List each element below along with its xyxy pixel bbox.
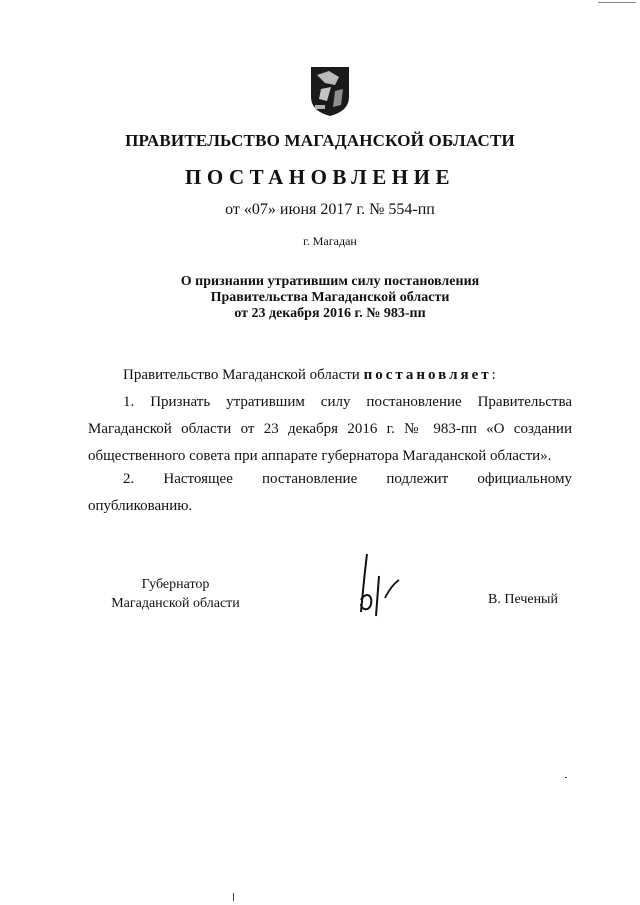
handwritten-signature [345, 550, 405, 620]
document-subject [0, 274, 640, 322]
subject-line: Правительства Магаданской области [210, 290, 450, 305]
document-type-heading: ПОСТАНОВЛЕНИЕ [185, 165, 455, 189]
subject-line: О признании утратившим силу постановления [180, 274, 480, 289]
paragraph-1 [88, 389, 572, 470]
paragraph-2-text: 2. Настоящее постановление подлежит официальному опубликованию. [88, 471, 572, 514]
paragraph-2 [88, 466, 572, 520]
signer-name: В. Печеный [488, 592, 558, 607]
coat-of-arms-icon [309, 65, 351, 117]
paragraph-1-text: 1. Признать утратившим силу постановление Правительства Магаданской области от 23 декабря 2016 г. № 983-пп «О создании общественного совета при аппарате губернатора Магаданской области». [88, 394, 572, 464]
signer-title-line: Магаданской области [111, 596, 240, 611]
government-title: ПРАВИТЕЛЬСТВО МАГАДАНСКОЙ ОБЛАСТИ [125, 131, 515, 150]
signer-title-line: Губернатор [141, 577, 210, 592]
scan-artifact [598, 2, 636, 3]
document-city: г. Магадан [303, 234, 357, 248]
scan-artifact [565, 777, 567, 778]
intro-suffix: : [491, 367, 496, 383]
intro-prefix: Правительство Магаданской области [123, 367, 360, 383]
subject-line: от 23 декабря 2016 г. № 983-пп [234, 306, 426, 321]
intro-resolves: постановляет [363, 367, 492, 383]
signer-title [88, 575, 263, 613]
resolution-intro [123, 362, 583, 389]
scan-artifact [233, 893, 234, 901]
document-date-number: от «07» июня 2017 г. № 554-пп [225, 201, 435, 218]
